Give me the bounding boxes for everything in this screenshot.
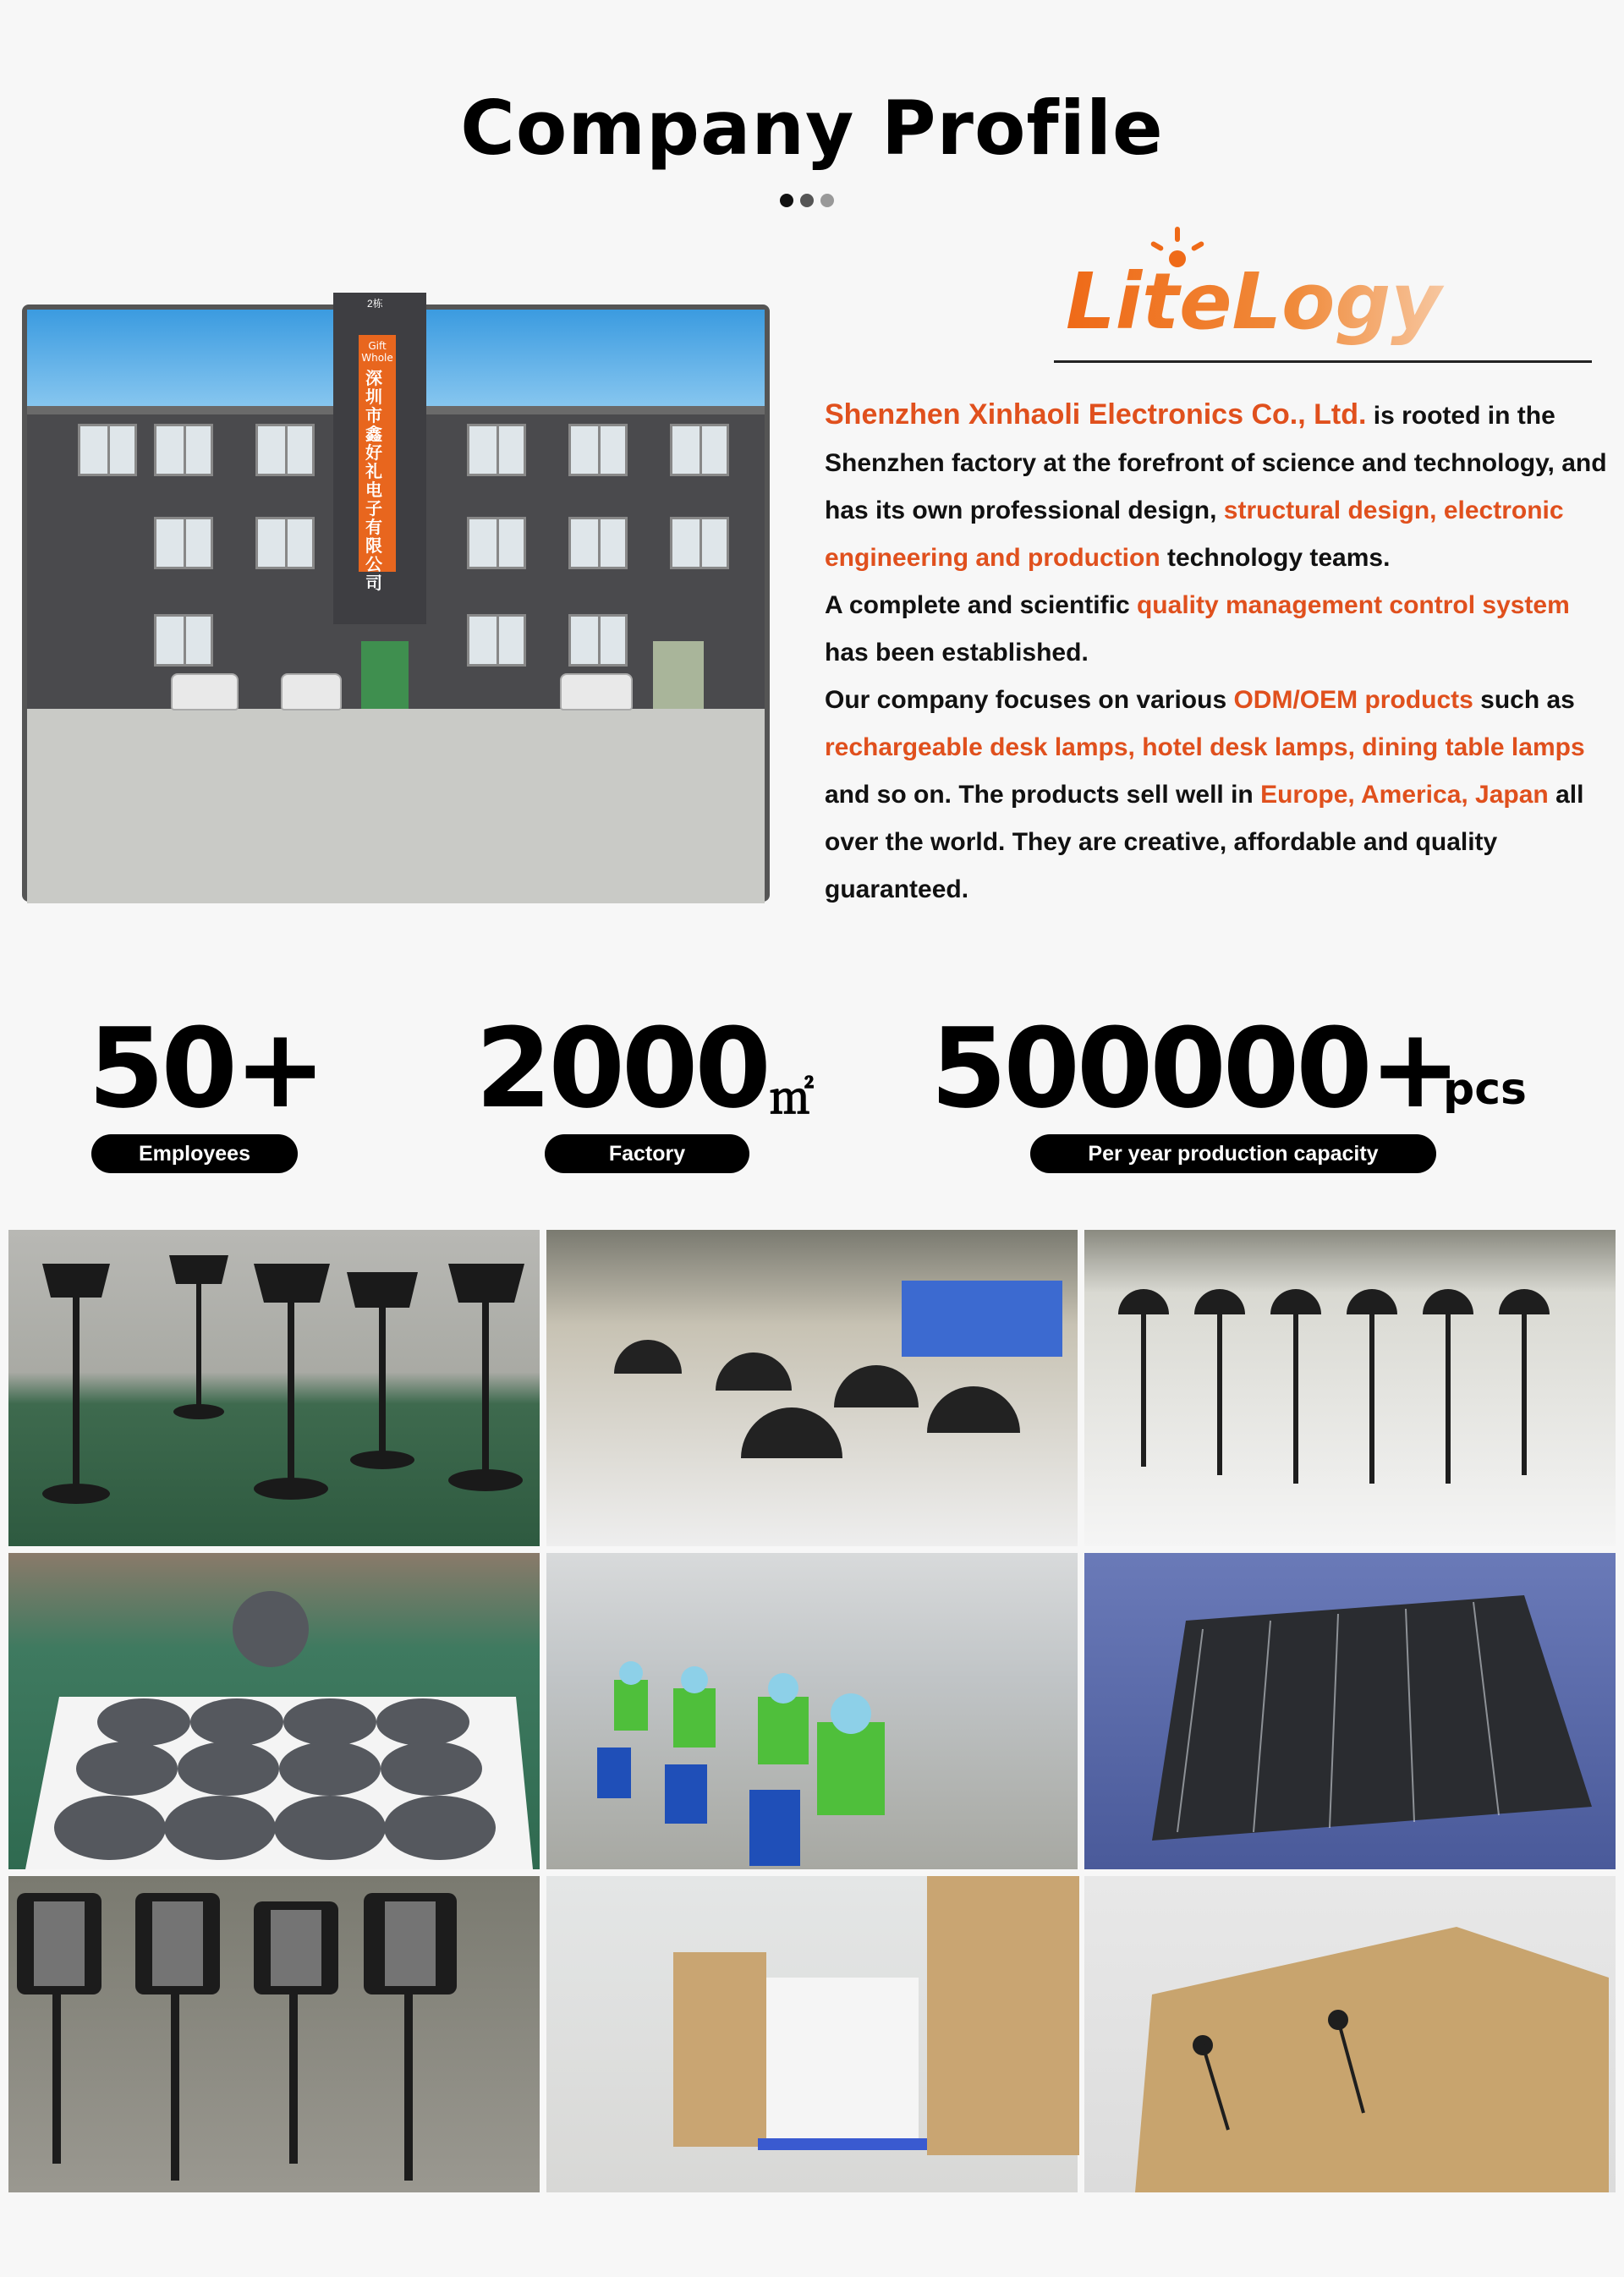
stat-capacity-label: Per year production capacity	[1030, 1134, 1436, 1173]
stat-employees-value: 50+	[88, 1004, 323, 1133]
page-title: Company Profile	[460, 85, 1164, 172]
company-description: Shenzhen Xinhaoli Electronics Co., Ltd. is rooted in the Shenzhen factory at the forefront of science and technology, and has its own professional design, structural design, electronic engineering and production technology teams. A complete and scientific quality management control system has been established. Our company focuses on various ODM/OEM products such as rechargeable desk lamps, hotel desk lamps, dining table lamps and so on. The products sell well in Europe, America, Japan all over the world. They are creative, affordable and quality guaranteed.	[825, 398, 1607, 903]
stat-factory-label: Factory	[545, 1134, 749, 1173]
litelogy-logo	[1057, 227, 1616, 354]
logo-underline	[1054, 360, 1592, 363]
dot-2[interactable]	[800, 194, 814, 207]
cardboard-boxes-photo	[1084, 1876, 1616, 2192]
warehouse-photo	[546, 1876, 1078, 2192]
lamps-in-foam-photo	[1084, 1230, 1616, 1546]
packaging-foam-photo	[546, 1230, 1078, 1546]
stat-capacity-unit: pcs	[1443, 1064, 1527, 1115]
assembly-line-photo	[546, 1553, 1078, 1869]
factory-building-photo: Gift Whole 深圳市鑫好礼电子有限公司 2栋	[22, 305, 770, 902]
stat-factory-unit: ㎡	[770, 1073, 815, 1124]
dot-3[interactable]	[820, 194, 834, 207]
bagged-rods-photo	[1084, 1553, 1616, 1869]
svg-text:LiteLogy: LiteLogy	[1066, 256, 1442, 347]
lamp-testing-photo	[8, 1230, 540, 1546]
company-name: Shenzhen Xinhaoli Electronics Co., Ltd.	[825, 398, 1367, 431]
dot-1[interactable]	[780, 194, 793, 207]
stat-capacity-value: 500000+	[930, 1004, 1458, 1133]
felt-pads-photo	[8, 1553, 540, 1869]
factory-sign: Gift Whole 深圳市鑫好礼电子有限公司	[359, 335, 396, 572]
lantern-lamps-photo	[8, 1876, 540, 2192]
stat-factory-value: 2000	[475, 1004, 768, 1133]
stat-employees-label: Employees	[91, 1134, 298, 1173]
carousel-dots	[780, 194, 834, 207]
